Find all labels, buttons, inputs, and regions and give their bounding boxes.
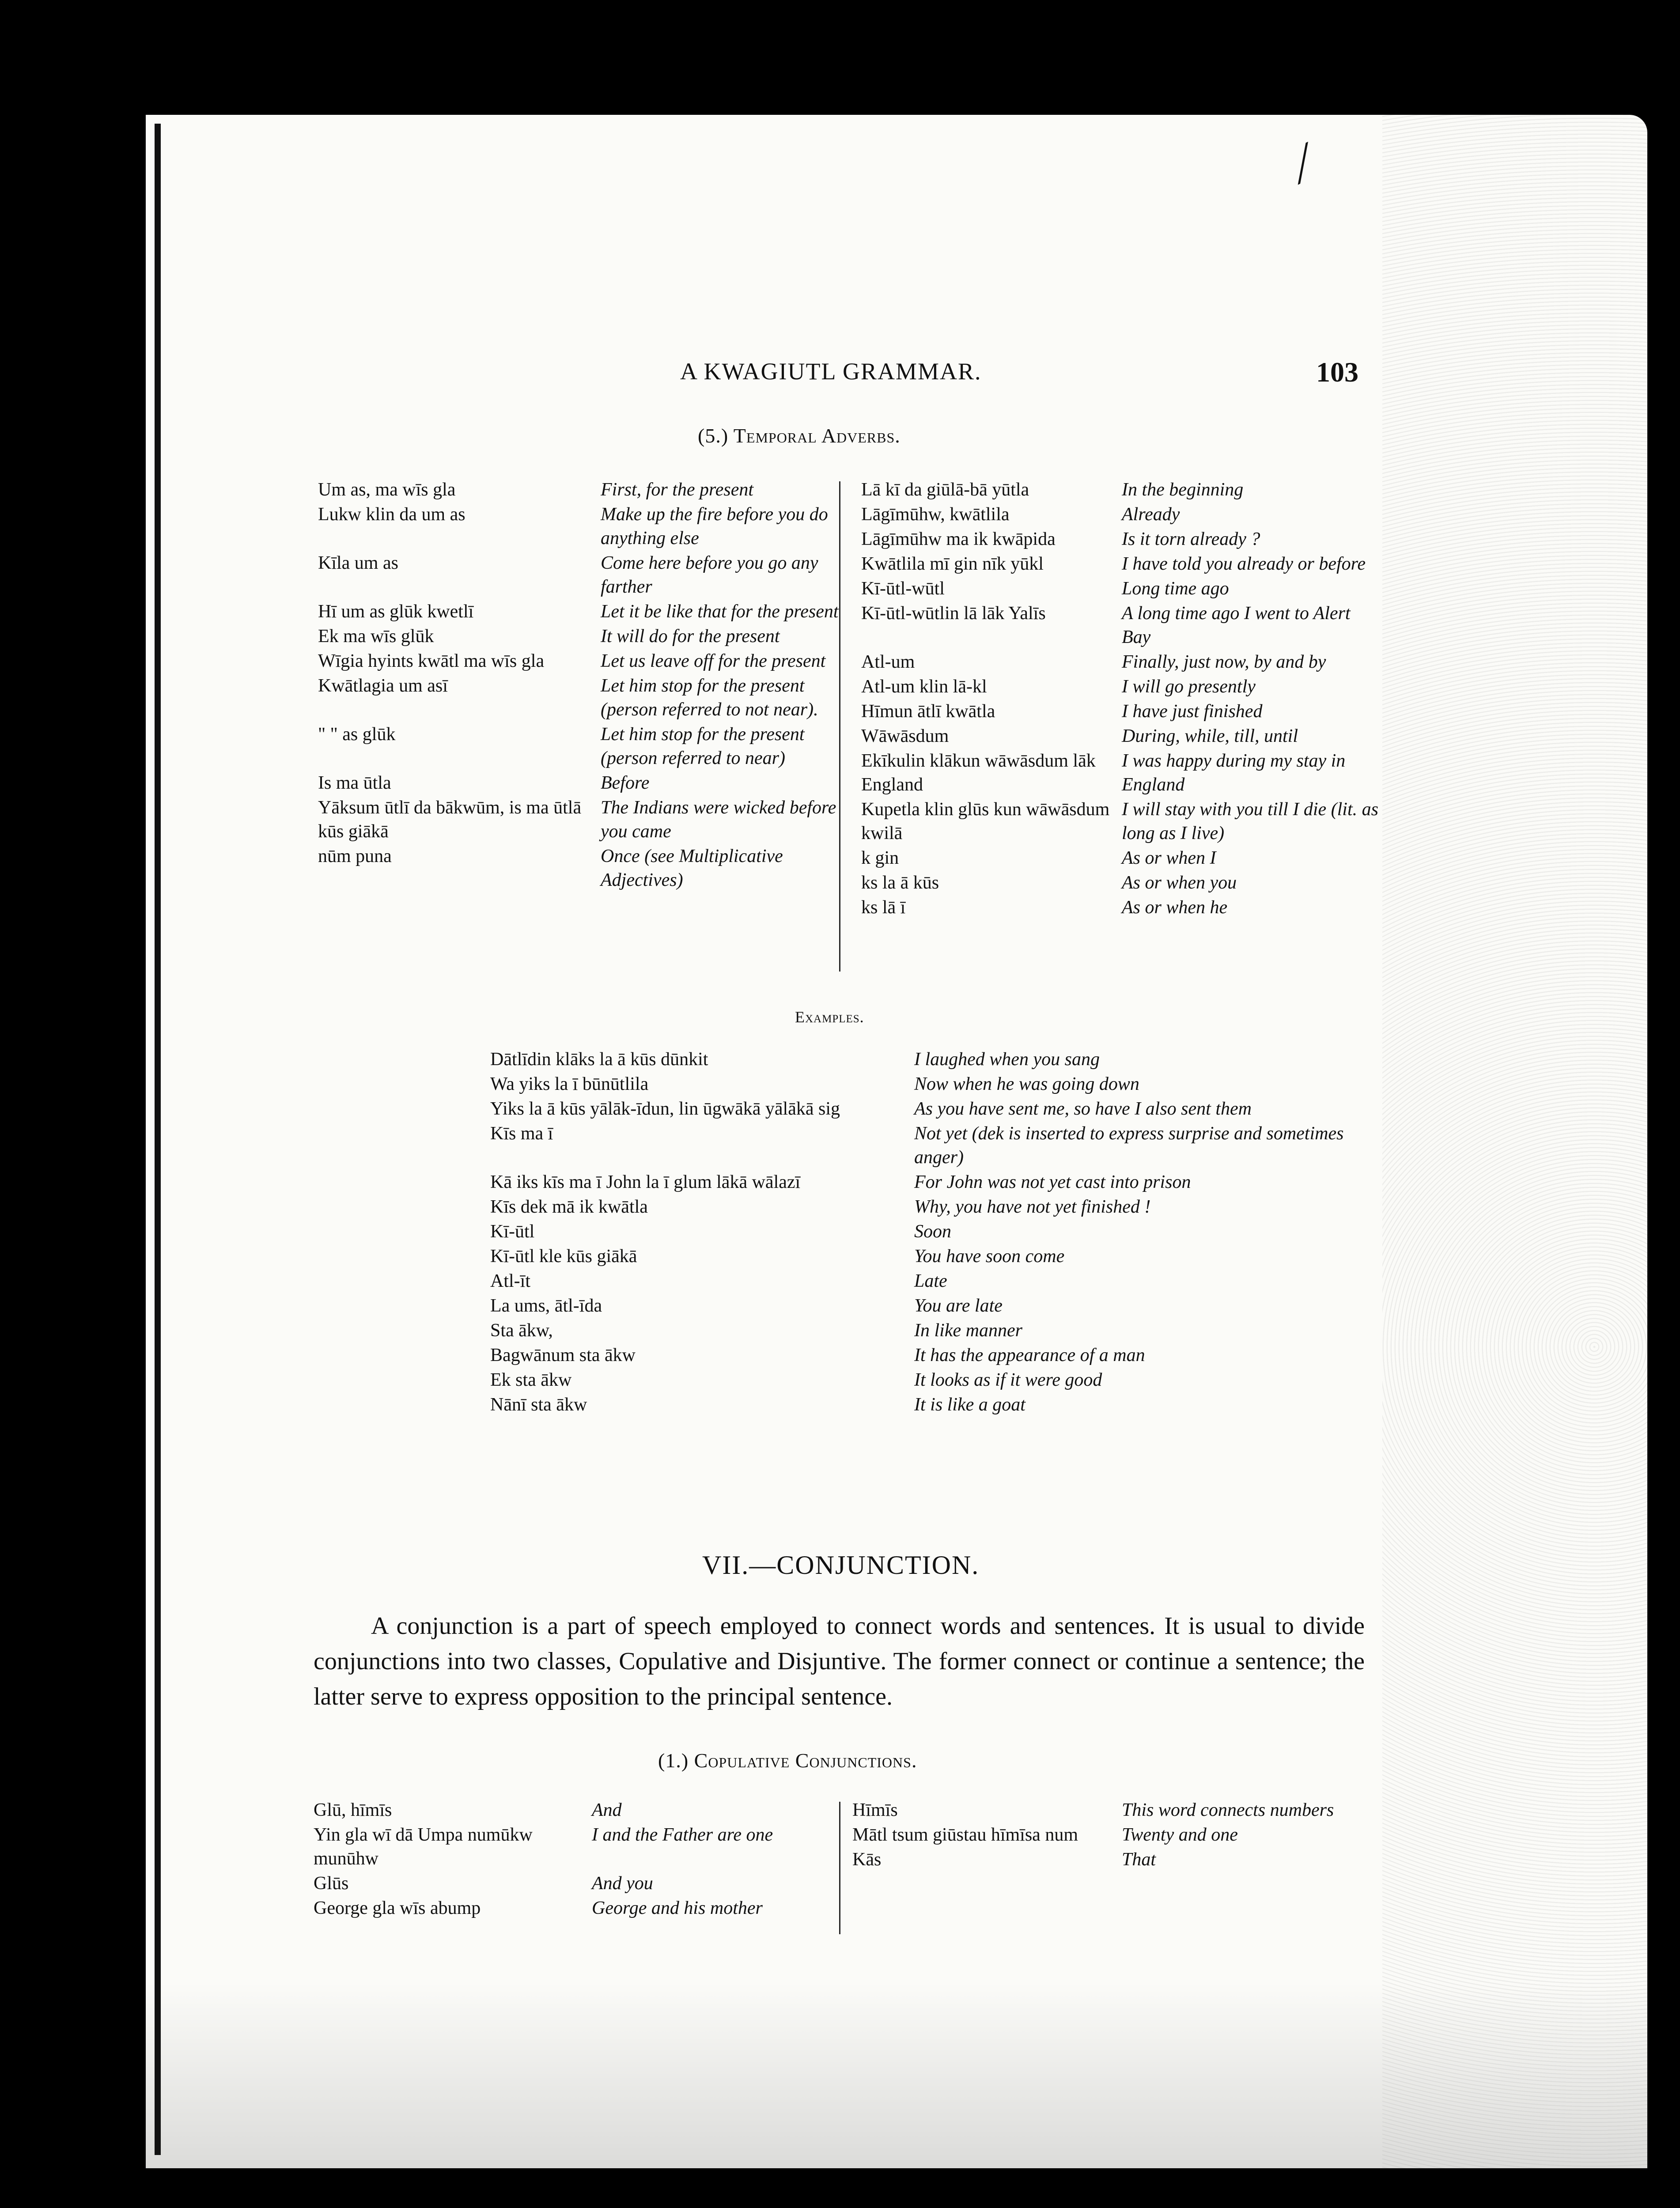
english-gloss: The Indians were wicked before you came bbox=[601, 798, 836, 842]
english-gloss: I and the Father are one bbox=[592, 1825, 773, 1845]
kwagiutl-term: Glūs bbox=[314, 1873, 349, 1894]
pencil-mark: ⁄ bbox=[1286, 134, 1320, 192]
english-gloss: For John was not yet cast into prison bbox=[914, 1172, 1191, 1192]
english-gloss: During, while, till, until bbox=[1122, 726, 1298, 746]
kwagiutl-term: ks lā ī bbox=[861, 897, 906, 918]
english-gloss: Let us leave off for the present bbox=[601, 651, 826, 671]
english-gloss: You are late bbox=[914, 1296, 1003, 1316]
english-gloss: I was happy during my stay in England bbox=[1122, 751, 1346, 795]
kwagiutl-term: Um as, ma wīs gla bbox=[318, 480, 456, 500]
english-gloss: Let him stop for the present (person referred to near) bbox=[601, 724, 805, 768]
running-header: A KWAGIUTL GRAMMAR. bbox=[680, 358, 982, 385]
english-gloss: Twenty and one bbox=[1122, 1825, 1238, 1845]
table-row bbox=[861, 798, 1382, 846]
kwagiutl-term: Bagwānum sta ākw bbox=[490, 1345, 636, 1365]
english-gloss: First, for the present bbox=[601, 480, 754, 500]
kwagiutl-term: Yin gla wī dā Umpa numūkw munūhw bbox=[314, 1825, 533, 1869]
kwagiutl-term: nūm puna bbox=[318, 846, 392, 866]
table-row bbox=[314, 844, 839, 893]
column-divider bbox=[839, 481, 840, 972]
kwagiutl-term: Lā kī da giūlā-bā yūtla bbox=[861, 480, 1029, 500]
english-gloss: Soon bbox=[914, 1221, 951, 1242]
table-row bbox=[861, 699, 1382, 724]
examples-table bbox=[490, 1047, 1378, 1418]
table-row bbox=[861, 724, 1382, 749]
table-row bbox=[861, 871, 1382, 896]
table-row bbox=[861, 527, 1382, 552]
table-row bbox=[861, 577, 1382, 601]
kwagiutl-term: Sta ākw, bbox=[490, 1320, 553, 1341]
english-gloss: As you have sent me, so have I also sent them bbox=[914, 1099, 1252, 1119]
english-gloss: That bbox=[1122, 1849, 1156, 1870]
examples-heading: Examples. bbox=[795, 1008, 864, 1026]
english-gloss: And you bbox=[592, 1873, 653, 1894]
kwagiutl-term: George gla wīs abump bbox=[314, 1898, 481, 1918]
table-row bbox=[314, 600, 839, 624]
kwagiutl-term: Kī-ūtl bbox=[490, 1221, 535, 1242]
table-row bbox=[861, 601, 1382, 650]
kwagiutl-term: Atl-um klin lā-kl bbox=[861, 677, 987, 697]
copulative-right-table bbox=[852, 1798, 1369, 1872]
table-row bbox=[490, 1368, 1378, 1393]
temporal-left-table bbox=[314, 478, 839, 893]
english-gloss: Not yet (dek is inserted to express surprise and sometimes anger) bbox=[914, 1123, 1344, 1168]
kwagiutl-term: Atl-īt bbox=[490, 1271, 530, 1291]
table-row bbox=[861, 896, 1382, 920]
scan-noise bbox=[1382, 115, 1647, 2168]
english-gloss: As or when I bbox=[1122, 848, 1216, 868]
table-row bbox=[490, 1319, 1378, 1343]
table-row bbox=[861, 675, 1382, 699]
table-row bbox=[314, 796, 839, 844]
table-row bbox=[314, 722, 839, 771]
table-row bbox=[490, 1170, 1378, 1195]
kwagiutl-term: " " as glūk bbox=[318, 724, 396, 745]
english-gloss: As or when he bbox=[1122, 897, 1228, 918]
kwagiutl-term: Kīla um as bbox=[318, 553, 398, 573]
english-gloss: Let him stop for the present (person referred to not near). bbox=[601, 676, 818, 720]
kwagiutl-term: Yāksum ūtlī da bākwūm, is ma ūtlā kūs giākā bbox=[318, 798, 582, 842]
english-gloss: I have just finished bbox=[1122, 701, 1263, 722]
table-row bbox=[490, 1269, 1378, 1294]
kwagiutl-term: Kīs ma ī bbox=[490, 1123, 553, 1144]
english-gloss: Already bbox=[1122, 504, 1180, 525]
kwagiutl-term: Kīs dek mā ik kwātla bbox=[490, 1197, 648, 1217]
english-gloss: I have told you already or before bbox=[1122, 554, 1366, 574]
table-row bbox=[314, 1872, 830, 1896]
kwagiutl-term: Kwātlila mī gin nīk yūkl bbox=[861, 554, 1044, 574]
kwagiutl-term: La ums, ātl-īda bbox=[490, 1296, 602, 1316]
kwagiutl-term: Lāgīmūhw, kwātlila bbox=[861, 504, 1010, 525]
english-gloss: A long time ago I went to Alert Bay bbox=[1122, 603, 1351, 647]
column-divider-2 bbox=[839, 1802, 840, 1934]
kwagiutl-term: Wīgia hyints kwātl ma wīs gla bbox=[318, 651, 545, 671]
table-row bbox=[314, 624, 839, 649]
english-gloss: I laughed when you sang bbox=[914, 1049, 1100, 1070]
english-gloss: It has the appearance of a man bbox=[914, 1345, 1145, 1365]
english-gloss: George and his mother bbox=[592, 1898, 763, 1918]
kwagiutl-term: Ek ma wīs glūk bbox=[318, 626, 434, 647]
kwagiutl-term: ks la ā kūs bbox=[861, 873, 939, 893]
kwagiutl-term: Hīmīs bbox=[852, 1800, 898, 1820]
table-row bbox=[314, 674, 839, 722]
kwagiutl-term: Kī-ūtl-wūtl bbox=[861, 578, 945, 599]
kwagiutl-term: Glū, hīmīs bbox=[314, 1800, 392, 1820]
table-row bbox=[490, 1047, 1378, 1072]
table-row bbox=[852, 1823, 1369, 1848]
english-gloss: Come here before you go any farther bbox=[601, 553, 818, 597]
temporal-adverbs-heading: (5.) Temporal Adverbs. bbox=[698, 424, 901, 447]
kwagiutl-term: Ekīkulin klākun wāwāsdum lāk England bbox=[861, 751, 1096, 795]
english-gloss: It looks as if it were good bbox=[914, 1370, 1102, 1390]
english-gloss: In the beginning bbox=[1122, 480, 1244, 500]
english-gloss: I will go presently bbox=[1122, 677, 1256, 697]
english-gloss: As or when you bbox=[1122, 873, 1237, 893]
table-row bbox=[314, 1798, 830, 1823]
kwagiutl-term: Yiks la ā kūs yālāk-īdun, lin ūgwākā yālākā sig bbox=[490, 1099, 840, 1119]
table-row bbox=[490, 1220, 1378, 1244]
kwagiutl-term: k gin bbox=[861, 848, 899, 868]
table-row bbox=[490, 1195, 1378, 1220]
section-title: VII.—CONJUNCTION. bbox=[702, 1550, 980, 1580]
english-gloss: Long time ago bbox=[1122, 578, 1229, 599]
english-gloss: And bbox=[592, 1800, 622, 1820]
table-row bbox=[314, 503, 839, 551]
kwagiutl-term: Wa yiks la ī būnūtlila bbox=[490, 1074, 649, 1094]
copulative-left-table bbox=[314, 1798, 830, 1921]
kwagiutl-term: Hīmun ātlī kwātla bbox=[861, 701, 995, 722]
kwagiutl-term: Nānī sta ākw bbox=[490, 1395, 587, 1415]
table-row bbox=[314, 1896, 830, 1921]
english-gloss: Make up the fire before you do anything else bbox=[601, 504, 828, 548]
kwagiutl-term: Kī-ūtl-wūtlin lā lāk Yalīs bbox=[861, 603, 1046, 624]
table-row bbox=[861, 503, 1382, 527]
english-gloss: Finally, just now, by and by bbox=[1122, 652, 1326, 672]
table-row bbox=[314, 649, 839, 674]
kwagiutl-term: Is ma ūtla bbox=[318, 773, 391, 793]
page-number: 103 bbox=[1316, 356, 1358, 388]
copulative-heading: (1.) Copulative Conjunctions. bbox=[658, 1749, 917, 1772]
english-gloss: It is like a goat bbox=[914, 1395, 1025, 1415]
kwagiutl-term: Lukw klin da um as bbox=[318, 504, 465, 525]
table-row bbox=[490, 1294, 1378, 1319]
kwagiutl-term: Kī-ūtl kle kūs giākā bbox=[490, 1246, 637, 1267]
kwagiutl-term: Ek sta ākw bbox=[490, 1370, 572, 1390]
table-row bbox=[490, 1122, 1378, 1170]
kwagiutl-term: Kās bbox=[852, 1849, 882, 1870]
table-row bbox=[861, 478, 1382, 503]
english-gloss: Let it be like that for the present bbox=[601, 601, 839, 622]
table-row bbox=[314, 551, 839, 600]
table-row bbox=[861, 749, 1382, 798]
table-row bbox=[490, 1072, 1378, 1097]
scan-shadow bbox=[146, 1983, 1647, 2168]
kwagiutl-term: Dātlīdin klāks la ā kūs dūnkit bbox=[490, 1049, 708, 1070]
table-row bbox=[490, 1393, 1378, 1418]
table-row bbox=[861, 846, 1382, 871]
english-gloss: Why, you have not yet finished ! bbox=[914, 1197, 1151, 1217]
kwagiutl-term: Kwātlagia um asī bbox=[318, 676, 448, 696]
english-gloss: Is it torn already ? bbox=[1122, 529, 1260, 549]
table-row bbox=[490, 1244, 1378, 1269]
english-gloss: Before bbox=[601, 773, 650, 793]
english-gloss: You have soon come bbox=[914, 1246, 1065, 1267]
page-spine bbox=[155, 124, 161, 2155]
english-gloss: I will stay with you till I die (lit. as long as I live) bbox=[1122, 799, 1378, 843]
kwagiutl-term: Wāwāsdum bbox=[861, 726, 949, 746]
kwagiutl-term: Hī um as glūk kwetlī bbox=[318, 601, 474, 622]
table-row bbox=[314, 478, 839, 503]
english-gloss: It will do for the present bbox=[601, 626, 780, 647]
table-row bbox=[852, 1848, 1369, 1872]
table-row bbox=[314, 771, 839, 796]
english-gloss: Now when he was going down bbox=[914, 1074, 1139, 1094]
table-row bbox=[490, 1343, 1378, 1368]
temporal-right-table bbox=[861, 478, 1382, 920]
kwagiutl-term: Kupetla klin glūs kun wāwāsdum kwilā bbox=[861, 799, 1110, 843]
kwagiutl-term: Atl-um bbox=[861, 652, 915, 672]
english-gloss: This word connects numbers bbox=[1122, 1800, 1334, 1820]
kwagiutl-term: Mātl tsum giūstau hīmīsa num bbox=[852, 1825, 1078, 1845]
kwagiutl-term: Kā iks kīs ma ī John la ī glum lākā wālazī bbox=[490, 1172, 801, 1192]
kwagiutl-term: Lāgīmūhw ma ik kwāpida bbox=[861, 529, 1056, 549]
conjunction-paragraph: A conjunction is a part of speech employed to connect words and sentences. It is usual to divide conjunctions into two classes, Copulative and Disjuntive. The former connect or continue a sentence; the latter serve to express opposition to the principal sentence. bbox=[314, 1612, 1365, 1710]
english-gloss: Once (see Multiplicative Adjectives) bbox=[601, 846, 783, 890]
table-row bbox=[861, 552, 1382, 577]
table-row bbox=[490, 1097, 1378, 1122]
table-row bbox=[852, 1798, 1369, 1823]
english-gloss: Late bbox=[914, 1271, 947, 1291]
table-row bbox=[314, 1823, 830, 1872]
english-gloss: In like manner bbox=[914, 1320, 1022, 1341]
table-row bbox=[861, 650, 1382, 675]
